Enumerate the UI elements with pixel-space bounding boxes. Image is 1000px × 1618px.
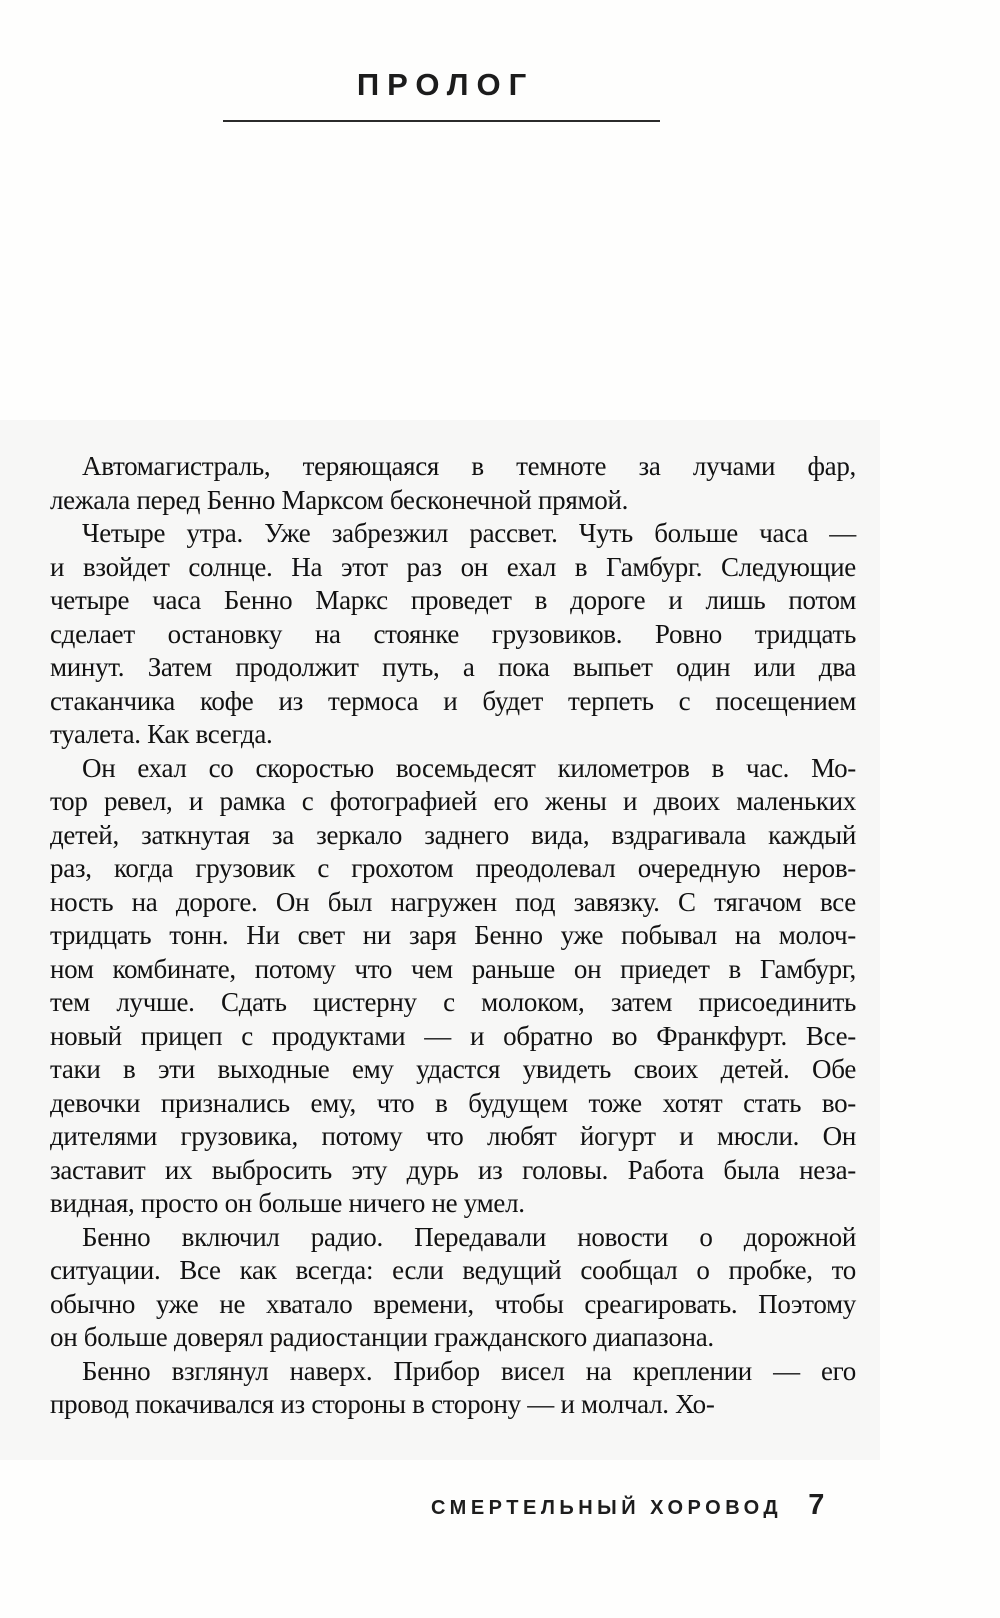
text-line: минут. Затем продолжит путь, а пока выпьет один или два: [50, 652, 856, 682]
text-line: Четыре утра. Уже забрезжил рассвет. Чуть больше часа —: [82, 518, 856, 548]
chapter-title-block: [223, 68, 660, 122]
text-line: и взойдет солнце. На этот раз он ехал в Гамбург. Следующие: [50, 551, 856, 582]
text-line: он больше доверял радиостанции гражданского диапазона.: [50, 1322, 714, 1352]
text-line: Автомагистраль, теряющаяся в темноте за лучами фар,: [82, 451, 856, 481]
text-line: заставит их выбросить эту дурь из головы. Работа была неза-: [50, 1154, 856, 1185]
text-line: тем лучше. Сдать цистерну с молоком, затем присоединить: [50, 987, 856, 1017]
running-title: СМЕРТЕЛЬНЫЙ ХОРОВОД: [431, 1497, 783, 1519]
text-line: Бенно включил радио. Передавали новости о дорожной: [82, 1221, 856, 1252]
text-line: раз, когда грузовик с грохотом преодолевал очередную неров-: [50, 853, 856, 883]
text-line: лежала перед Бенно Марксом бесконечной прямой.: [50, 484, 629, 515]
text-line: провод покачивался из стороны в сторону — и молчал. Хо-: [50, 1389, 715, 1419]
page-footer: [431, 1489, 824, 1522]
text-line: тридцать тонн. Ни свет ни заря Бенно уже побывал на молоч-: [50, 920, 856, 950]
text-line: четыре часа Бенно Маркс проведет в дороге и лишь потом: [50, 585, 856, 615]
text-line: Он ехал со скоростью восемьдесят километров в час. Мо-: [82, 752, 856, 783]
body-text: [50, 450, 856, 1422]
text-line: ном комбинате, потому что чем раньше он приедет в Гамбург,: [50, 953, 856, 984]
text-line: таки в эти выходные ему удастся увидеть своих детей. Обе: [50, 1054, 856, 1084]
text-line: туалета. Как всегда.: [50, 719, 273, 749]
text-line: детей, заткнутая за зеркало заднего вида, вздрагивала каждый: [50, 819, 856, 850]
text-line: тор ревел, и рамка с фотографией его жены и двоих маленьких: [50, 786, 856, 816]
page-number: 7: [808, 1489, 825, 1521]
text-line: девочки признались ему, что в будущем тоже хотят стать во-: [50, 1087, 856, 1118]
text-line: Бенно взглянул наверх. Прибор висел на креплении — его: [82, 1355, 856, 1386]
text-line: сделает остановку на стоянке грузовиков. Ровно тридцать: [50, 618, 856, 649]
text-line: обычно уже не хватало времени, чтобы среагировать. Поэтому: [50, 1288, 856, 1319]
text-line: стаканчика кофе из термоса и будет терпеть с посещением: [50, 685, 856, 716]
text-line: дителями грузовика, потому что любят йогурт и мюсли. Он: [50, 1121, 856, 1151]
chapter-title: ПРОЛОГ: [356, 67, 535, 102]
text-line: ность на дороге. Он был нагружен под завязку. С тягачом все: [50, 886, 856, 917]
text-line: новый прицеп с продуктами — и обратно во Франкфурт. Все-: [50, 1020, 856, 1051]
text-line: видная, просто он больше ничего не умел.: [50, 1188, 525, 1218]
text-line: ситуации. Все как всегда: если ведущий сообщал о пробке, то: [50, 1255, 856, 1285]
